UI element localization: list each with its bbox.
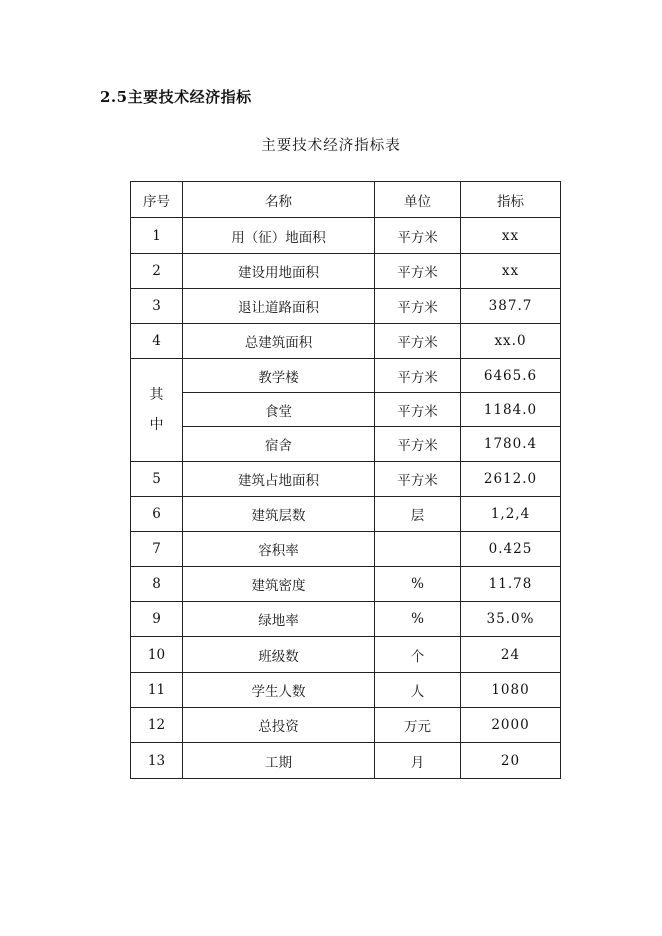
row-value: 0.425 [461, 532, 561, 567]
row-no: 3 [131, 289, 183, 324]
row-unit: 平方米 [375, 324, 461, 359]
row-name: 建筑层数 [183, 497, 375, 532]
row-no: 10 [131, 637, 183, 673]
row-unit: 平方米 [375, 393, 461, 427]
row-no: 11 [131, 673, 183, 708]
row-unit: 平方米 [375, 218, 461, 254]
row-value: 11.78 [461, 567, 561, 602]
row-value: xx [461, 218, 561, 254]
row-name: 教学楼 [183, 359, 375, 393]
table-row [131, 427, 561, 462]
row-unit: % [375, 602, 461, 637]
row-name: 建筑占地面积 [183, 462, 375, 497]
section-heading: 2.5主要技术经济指标 [100, 88, 252, 106]
row-name: 总投资 [183, 708, 375, 743]
row-value: 6465.6 [461, 359, 561, 393]
row-unit: 平方米 [375, 359, 461, 393]
table-row [131, 637, 561, 673]
table-header-row [131, 182, 561, 218]
row-value: xx [461, 254, 561, 289]
group-label-line: 中 [149, 417, 164, 433]
row-name: 班级数 [183, 637, 375, 673]
table-row [131, 254, 561, 289]
row-name: 学生人数 [183, 673, 375, 708]
table-row [131, 497, 561, 532]
table-row [131, 567, 561, 602]
row-name: 建设用地面积 [183, 254, 375, 289]
row-no: 9 [131, 602, 183, 637]
row-value: 1780.4 [461, 427, 561, 462]
table-row [131, 393, 561, 427]
row-value: 2000 [461, 708, 561, 743]
row-unit: % [375, 567, 461, 602]
row-no: 7 [131, 532, 183, 567]
row-unit: 层 [375, 497, 461, 532]
row-no: 2 [131, 254, 183, 289]
group-label-line: 其 [149, 387, 164, 403]
row-no: 13 [131, 743, 183, 779]
row-name: 宿舍 [183, 427, 375, 462]
row-unit: 万元 [375, 708, 461, 743]
row-name: 食堂 [183, 393, 375, 427]
row-value: 2612.0 [461, 462, 561, 497]
row-name: 容积率 [183, 532, 375, 567]
row-unit: 月 [375, 743, 461, 779]
row-no: 5 [131, 462, 183, 497]
row-no: 6 [131, 497, 183, 532]
row-unit: 平方米 [375, 462, 461, 497]
table-row [131, 743, 561, 779]
table-row [131, 673, 561, 708]
row-value: 35.0% [461, 602, 561, 637]
table-row [131, 602, 561, 637]
row-name: 用（征）地面积 [183, 218, 375, 254]
row-value: 387.7 [461, 289, 561, 324]
table-row [131, 324, 561, 359]
row-no: 8 [131, 567, 183, 602]
row-no: 1 [131, 218, 183, 254]
table-row [131, 532, 561, 567]
header-name: 名称 [183, 182, 375, 218]
indicators-table [130, 181, 561, 779]
row-unit: 人 [375, 673, 461, 708]
table-row [131, 462, 561, 497]
table-row [131, 289, 561, 324]
row-no: 12 [131, 708, 183, 743]
row-unit [375, 532, 461, 567]
row-name: 绿地率 [183, 602, 375, 637]
row-name: 总建筑面积 [183, 324, 375, 359]
row-unit: 平方米 [375, 289, 461, 324]
table-row [131, 708, 561, 743]
table-caption: 主要技术经济指标表 [261, 138, 401, 154]
row-unit: 平方米 [375, 427, 461, 462]
row-value: 1,2,4 [461, 497, 561, 532]
row-name: 工期 [183, 743, 375, 779]
row-value: 1080 [461, 673, 561, 708]
row-name: 建筑密度 [183, 567, 375, 602]
row-value: 1184.0 [461, 393, 561, 427]
row-no: 4 [131, 324, 183, 359]
header-unit: 单位 [375, 182, 461, 218]
table-row [131, 359, 561, 393]
header-no: 序号 [131, 182, 183, 218]
row-unit: 平方米 [375, 254, 461, 289]
row-unit: 个 [375, 637, 461, 673]
row-value: 24 [461, 637, 561, 673]
group-label [131, 359, 183, 462]
table-row [131, 218, 561, 254]
header-value: 指标 [461, 182, 561, 218]
row-name: 退让道路面积 [183, 289, 375, 324]
row-value: xx.0 [461, 324, 561, 359]
row-value: 20 [461, 743, 561, 779]
